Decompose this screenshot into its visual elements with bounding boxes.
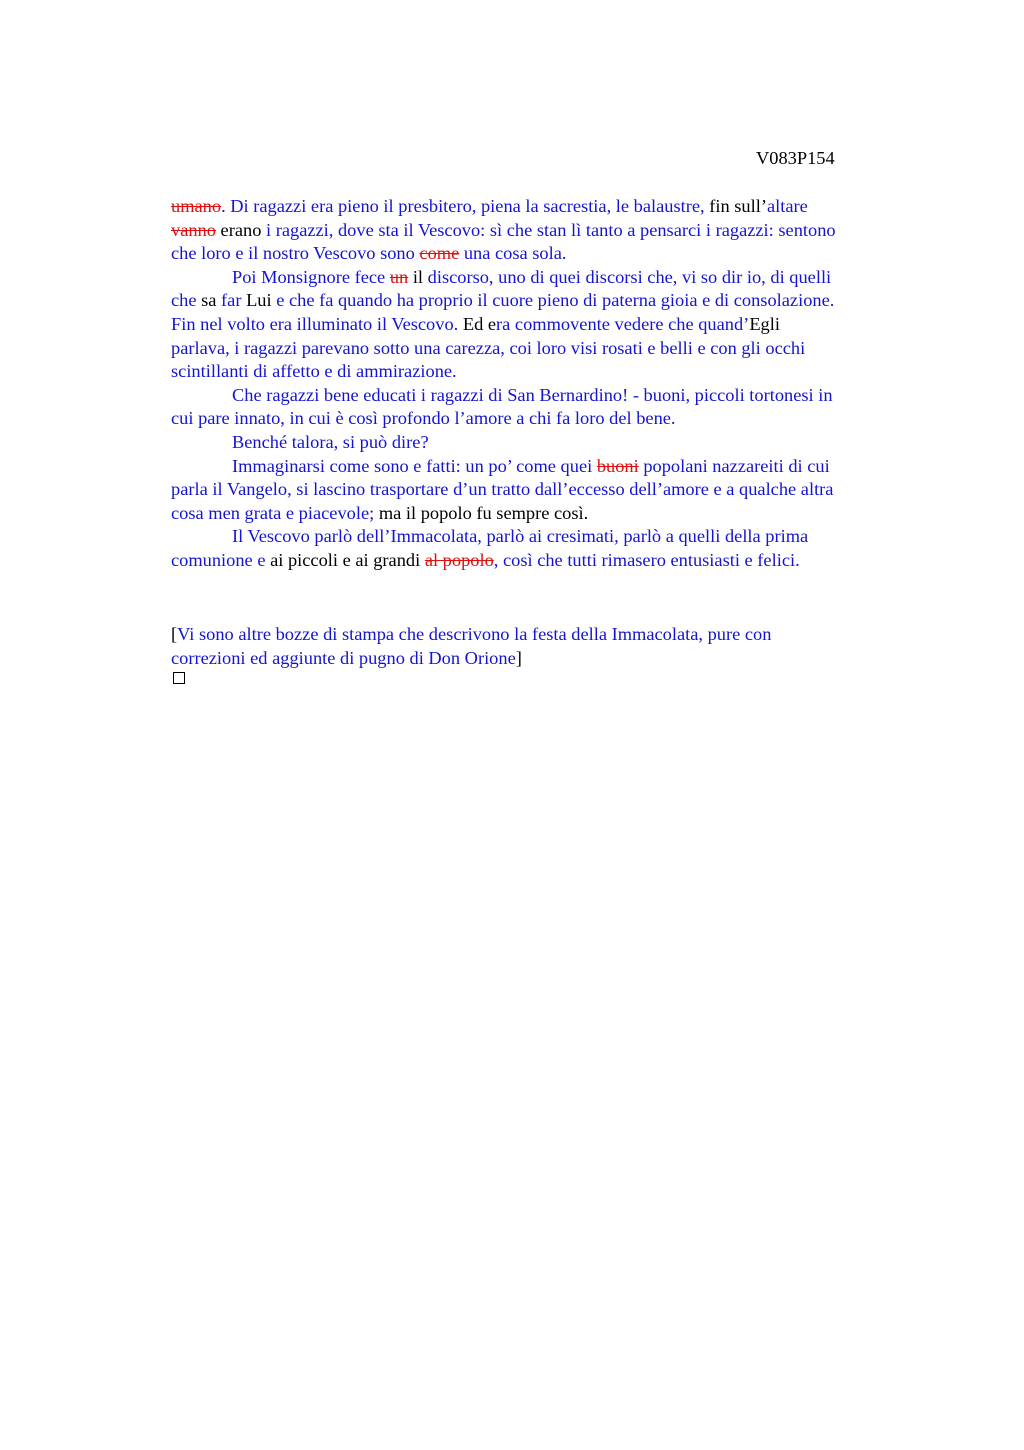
added-text: che <box>171 290 202 311</box>
original-text: ai piccoli e ai grandi <box>270 549 425 570</box>
note-line <box>171 622 771 646</box>
original-text: Lui <box>246 290 277 311</box>
added-text: Il Vescovo parlò dell’Immacolata, parlò ai cresimati, parlò a quelli della prima <box>232 526 809 547</box>
added-text: una cosa sola. <box>459 243 567 264</box>
text-line <box>171 242 931 266</box>
added-text: ra commovente vedere che quand’ <box>496 313 750 334</box>
original-text: Ed e <box>462 313 497 334</box>
text-line <box>171 289 931 313</box>
added-text: altare <box>766 196 808 216</box>
text-line <box>171 337 931 361</box>
added-text: Fin nel volto era illuminato il Vescovo. <box>171 313 463 334</box>
added-text: cosa men grata e piacevole; <box>171 502 379 523</box>
added-text: cui pare innato, in cui è così profondo l’amore a chi fa loro del bene. <box>171 408 676 429</box>
page-id: V083P154 <box>756 148 835 168</box>
text-line <box>171 549 931 573</box>
text-line <box>171 478 931 502</box>
original-text: ] <box>515 648 522 668</box>
text-line <box>171 219 931 243</box>
added-text: Benché talora, si può dire? <box>232 431 429 452</box>
original-text: erano <box>215 219 266 240</box>
original-text: fin sull’ <box>709 196 767 216</box>
text-line <box>171 407 931 431</box>
deleted-text: come <box>419 243 460 264</box>
added-text: Vi sono altre bozze di stampa che descrivono la festa della Immacolata, pure con <box>177 624 772 644</box>
added-text: scintillanti di affetto e di ammirazione. <box>171 361 457 382</box>
added-text: e che fa quando ha proprio il cuore pieno di paterna gioia e di consolazione. <box>276 290 835 311</box>
added-text: parla il Vangelo, si lascino trasportare d’un tratto dall’eccesso dell’amore e a qualche altra <box>171 479 834 500</box>
main-text <box>171 195 931 573</box>
added-text: . Di ragazzi era pieno il presbitero, piena la sacrestia, le balaustre, <box>221 196 710 216</box>
deleted-text: buoni <box>596 455 639 476</box>
text-line <box>171 266 931 290</box>
added-text: , così che tutti rimasero entusiasti e felici. <box>493 549 800 570</box>
original-text: ma il popolo fu sempre così. <box>378 502 589 523</box>
text-line <box>171 431 931 455</box>
deleted-text: vanno <box>171 219 216 240</box>
original-text: il <box>408 266 428 287</box>
text-line <box>171 195 931 219</box>
original-text: Egli <box>749 313 780 334</box>
added-text: i ragazzi, dove sta il Vescovo: sì che stan lì tanto a pensarci i ragazzi: sentono <box>266 219 836 240</box>
text-line <box>171 455 931 479</box>
text-line <box>171 360 931 384</box>
text-line <box>171 502 931 526</box>
added-text: comunione e <box>171 549 271 570</box>
note-line <box>171 646 771 670</box>
editor-note <box>171 622 771 670</box>
deleted-text: al popolo <box>424 549 494 570</box>
text-line <box>171 384 931 408</box>
added-text: correzioni ed aggiunte di pugno di Don Orione <box>171 648 516 668</box>
added-text: Poi Monsignore fece <box>232 266 390 287</box>
added-text: Immaginarsi come sono e fatti: un po’ come quei <box>232 455 597 476</box>
added-text: parlava, i ragazzi parevano sotto una carezza, coi loro visi rosati e belli e con gli occhi <box>171 337 806 358</box>
added-text: far <box>221 290 247 311</box>
original-text: sa <box>201 290 222 311</box>
square-icon <box>173 672 185 684</box>
added-text: discorso, uno di quei discorsi che, vi so dir io, di quelli <box>427 266 832 287</box>
added-text: che loro e il nostro Vescovo sono <box>171 243 420 264</box>
added-text: Che ragazzi bene educati i ragazzi di San Bernardino! - buoni, piccoli tortonesi in <box>232 384 833 405</box>
deleted-text: un <box>389 266 409 287</box>
added-text: popolani nazzareiti di cui <box>638 455 830 476</box>
original-text: [ <box>171 624 178 644</box>
text-line <box>171 313 931 337</box>
text-line <box>171 525 931 549</box>
deleted-text: umano <box>171 196 222 216</box>
